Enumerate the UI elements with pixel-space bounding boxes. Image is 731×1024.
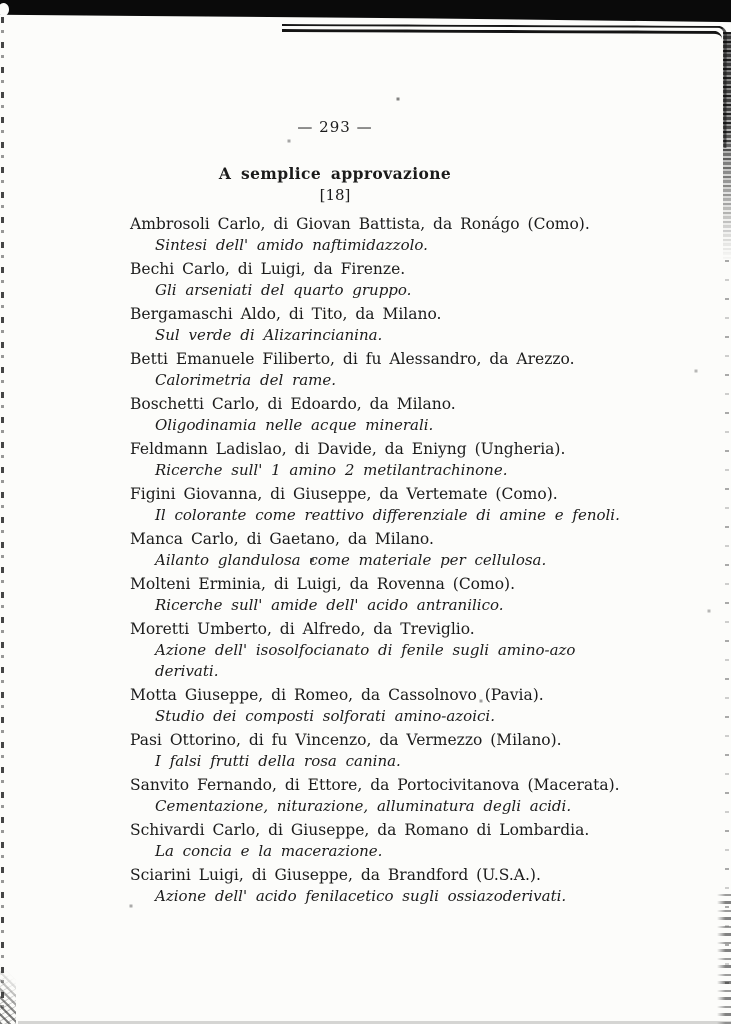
section-heading: A semplice approvazione: [218, 164, 452, 183]
scan-artifact-right-edge-texture: [723, 32, 731, 262]
entry-title: Ricerche sull' amide dell' acido antranilico.: [155, 596, 504, 614]
entry-title: Azione dell' isosolfocianato di fenile sugli amino-azo derivati.: [155, 641, 576, 680]
entry-list: [130, 214, 640, 910]
entry-title: Cementazione, niturazione, alluminatura degli acidi.: [155, 797, 572, 815]
entry: [130, 259, 640, 301]
entry-title: Calorimetria del rame.: [155, 371, 337, 389]
scan-artifact-right-edge-dots: [725, 260, 729, 984]
scan-artifact-left-edge-line: [1, 17, 4, 1016]
entry-name: Ambrosoli Carlo, di Giovan Battista, da Ronágo (Como).: [130, 215, 590, 233]
entry: [130, 484, 640, 526]
entry: [130, 394, 640, 436]
entry-name: Molteni Erminia, di Luigi, da Rovenna (Como).: [130, 575, 516, 593]
entry-name: Sciarini Luigi, di Giuseppe, da Brandford (U.S.A.).: [130, 866, 541, 884]
entry-name: Motta Giuseppe, di Romeo, da Cassolnovo (Pavia).: [130, 686, 544, 704]
entry: [130, 529, 640, 571]
entry-name: Pasi Ottorino, di fu Vincenzo, da Vermezzo (Milano).: [130, 731, 562, 749]
scan-artifact-left-bottom-speckles: [0, 964, 16, 1024]
page-number: — 293 —: [297, 118, 373, 136]
entry: [130, 304, 640, 346]
entry: [130, 730, 640, 772]
entry-name: Bergamaschi Aldo, di Tito, da Milano.: [130, 305, 442, 323]
entry-name: Moretti Umberto, di Alfredo, da Treviglio.: [130, 620, 475, 638]
entry-title: La concia e la macerazione.: [155, 842, 383, 860]
entry-title: Studio dei composti solforati amino-azoici.: [155, 707, 495, 725]
entry: [130, 865, 640, 907]
entry-title: Azione dell' acido fenilacetico sugli ossiazoderivati.: [155, 887, 567, 905]
entry: [130, 439, 640, 481]
entry-title: Sul verde di Alizarincianina.: [155, 326, 383, 344]
entry-name: Schivardi Carlo, di Giuseppe, da Romano di Lombardia.: [130, 821, 590, 839]
section-number: [18]: [319, 186, 351, 204]
entry-title: Ricerche sull' 1 amino 2 metilantrachinone.: [155, 461, 508, 479]
entry-name: Sanvito Fernando, di Ettore, da Portocivitanova (Macerata).: [130, 776, 620, 794]
entry: [130, 214, 640, 256]
entry-name: Feldmann Ladislao, di Davide, da Eniyng (Ungheria).: [130, 440, 566, 458]
entry-name: Bechi Carlo, di Luigi, da Firenze.: [130, 260, 406, 278]
entry: [130, 820, 640, 862]
entry-name: Boschetti Carlo, di Edoardo, da Milano.: [130, 395, 456, 413]
entry-title: I falsi frutti della rosa canina.: [155, 752, 401, 770]
entry: [130, 574, 640, 616]
scan-artifact-right-bottom-speckles: [717, 894, 731, 1024]
entry: [130, 619, 640, 682]
entry-title: Oligodinamia nelle acque minerali.: [155, 416, 434, 434]
entry-title: Il colorante come reattivo differenziale di amine e fenoli.: [155, 506, 620, 524]
entry-title: Gli arseniati del quarto gruppo.: [155, 281, 412, 299]
entry-name: Betti Emanuele Filiberto, di fu Alessandro, da Arezzo.: [130, 350, 575, 368]
entry: [130, 775, 640, 817]
entry: [130, 685, 640, 727]
scan-artifact-stray-specks: [0, 0, 2, 2]
entry-name: Manca Carlo, di Gaetano, da Milano.: [130, 530, 434, 548]
entry-title: Ailanto glandulosa come materiale per cellulosa.: [155, 551, 547, 569]
entry: [130, 349, 640, 391]
scan-artifact-page-border-inner: [282, 29, 722, 60]
entry-title: Sintesi dell' amido naftimidazzolo.: [155, 236, 428, 254]
entry-name: Figini Giovanna, di Giuseppe, da Vertemate (Como).: [130, 485, 558, 503]
scan-artifact-top-band: [0, 0, 731, 23]
